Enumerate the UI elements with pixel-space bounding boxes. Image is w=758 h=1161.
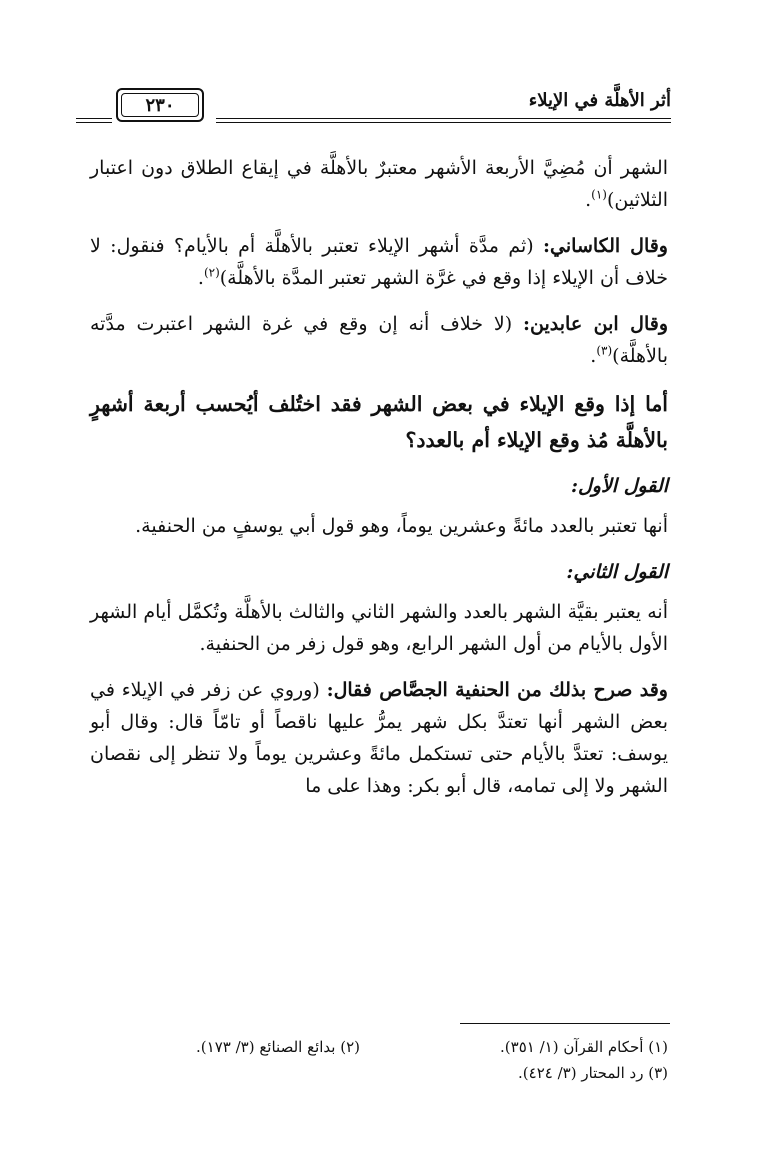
page-number [116,88,204,122]
footnotes [90,1034,668,1086]
page-number-text: ٢٣٠ [145,94,175,116]
footnote-ref: (٢) [203,265,220,280]
paragraph [90,674,668,802]
quote-text: (وروي عن زفر في الإيلاء في بعض الشهر أنها تعتدَّ بكل شهر يمرُّ عليها ناقصاً أو تامّاً قال: وقال أبو يوسف: تعتدَّ بالأيام حتى تستكمل مائةً وعشرين يوماً ولا تنظر إلى نقصان الشهر ولا إلى تمامه، قال أبو بكر: وهذا على ما [90,679,668,797]
footnote-row [90,1034,668,1060]
footnote-ref: (٣) [596,343,613,358]
page-header [76,88,671,132]
opinion-text: أنه يعتبر بقيَّة الشهر بالعدد والشهر الثاني والثالث بالأهلَّة وتُكمَّل أيام الشهر الأول بالأيام من أول الشهر الرابع، وهو قول زفر من الحنفية. [90,601,668,655]
paragraph-end: . [197,267,204,289]
opinion-text: أنها تعتبر بالعدد مائةً وعشرين يوماً، وهو قول أبي يوسفٍ من الحنفية. [135,515,668,537]
paragraph [90,230,668,294]
opinion-title: القول الأول: [570,475,668,497]
quote-text: (ثم مدَّة أشهر الإيلاء تعتبر بالأهلَّة أم بالأيام؟ فنقول: لا خلاف أن الإيلاء إذا وقع في غرَّة الشهر تعتبر المدَّة بالأهلَّة) [90,235,668,289]
footnote-1: (١) أحكام القرآن (١/ ٣٥١). [500,1038,668,1056]
paragraph-end: . [585,189,592,211]
running-title: أثر الأهلَّة في الإيلاء [528,90,671,111]
opinion-title: القول الثاني: [566,561,668,583]
speaker-lead: وقال ابن عابدين: [523,313,668,335]
footnote-row [90,1060,668,1086]
footnote-ref: (١) [591,187,607,202]
speaker-lead: وقال الكاساني: [543,235,668,257]
footnote-2: (٢) بدائع الصنائع (٣/ ١٧٣). [196,1038,361,1056]
section-question: أما إذا وقع الإيلاء في بعض الشهر فقد اختُلف أيُحسب أربعة أشهرٍ بالأهلَّة مُذ وقع الإيلاء أم بالعدد؟ [90,392,668,452]
footnote-separator [460,1023,670,1024]
quote-text: (لا خلاف أنه إن وقع في غرة الشهر اعتبرت مدَّته بالأهلَّة) [90,313,668,367]
main-text [90,152,668,816]
speaker-lead: وقد صرح بذلك من الحنفية الجصَّاص فقال: [326,679,668,701]
footnote-3: (٣) رد المحتار (٣/ ٤٢٤). [518,1064,668,1082]
header-rule-short [76,118,112,123]
paragraph [90,152,668,216]
paragraph-text: الشهر أن مُضِيَّ الأربعة الأشهر معتبرٌ بالأهلَّة في إيقاع الطلاق دون اعتبار الثلاثين) [90,157,668,211]
header-rule [216,118,671,123]
paragraph-end: . [590,345,597,367]
paragraph [90,308,668,372]
